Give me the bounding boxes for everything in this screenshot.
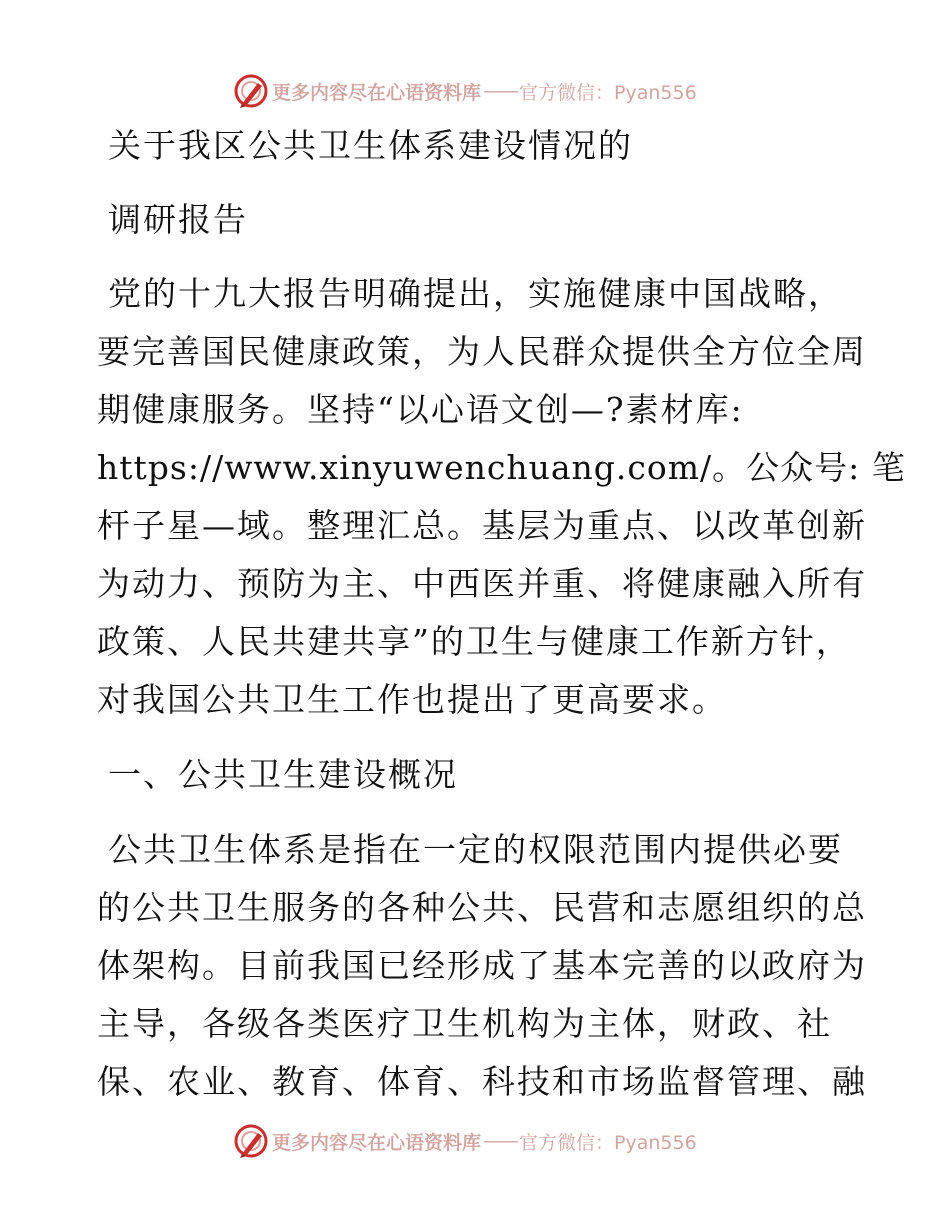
paragraph-2-line: 的公共卫生服务的各种公共、民营和志愿组织的总: [97, 888, 867, 927]
pen-logo-icon: [234, 1124, 268, 1158]
pen-logo-icon: [234, 74, 268, 108]
paragraph-1-line: 党的十九大报告明确提出，实施健康中国战略，: [108, 274, 843, 313]
paragraph-1-line: https://www.xinyuwenchuang.com/。公众号: 笔: [97, 448, 906, 487]
paragraph-2-line: 体架构。目前我国已经形成了基本完善的以政府为: [97, 946, 867, 985]
document-title-line-2: 调研报告: [108, 200, 248, 239]
paragraph-2-line: 主导，各级各类医疗卫生机构为主体，财政、社: [97, 1004, 832, 1043]
section-1-heading: 一、公共卫生建设概况: [108, 755, 458, 794]
paragraph-1-line: 政策、人民共建共享”的卫生与健康工作新方针，: [97, 622, 851, 661]
watermark-site-text: 更多内容尽在心语资料库: [272, 1131, 482, 1154]
paragraph-1-line: 对我国公共卫生工作也提出了更高要求。: [97, 680, 727, 719]
paragraph-1-line: 为动力、预防为主、中西医并重、将健康融入所有: [97, 564, 867, 603]
footer-watermark: [234, 1124, 697, 1158]
watermark-dash: ——: [483, 1130, 518, 1152]
paragraph-1-line: 期健康服务。坚持“以心语文创—?素材库:: [97, 390, 744, 429]
document-title-line-1: 关于我区公共卫生体系建设情况的: [108, 126, 633, 165]
paragraph-2-line: 公共卫生体系是指在一定的权限范围内提供必要: [108, 830, 843, 869]
watermark-site-text: 更多内容尽在心语资料库: [272, 81, 482, 104]
watermark-contact: 官方微信：Pyan556: [519, 1131, 697, 1154]
watermark-contact: 官方微信：Pyan556: [519, 81, 697, 104]
watermark-dash: ——: [483, 80, 518, 102]
paragraph-1-line: 杆子星—域。整理汇总。基层为重点、以改革创新: [97, 506, 867, 545]
paragraph-1-line: 要完善国民健康政策，为人民群众提供全方位全周: [97, 332, 867, 371]
paragraph-2-line: 保、农业、教育、体育、科技和市场监督管理、融: [97, 1062, 867, 1101]
header-watermark: [234, 74, 697, 108]
